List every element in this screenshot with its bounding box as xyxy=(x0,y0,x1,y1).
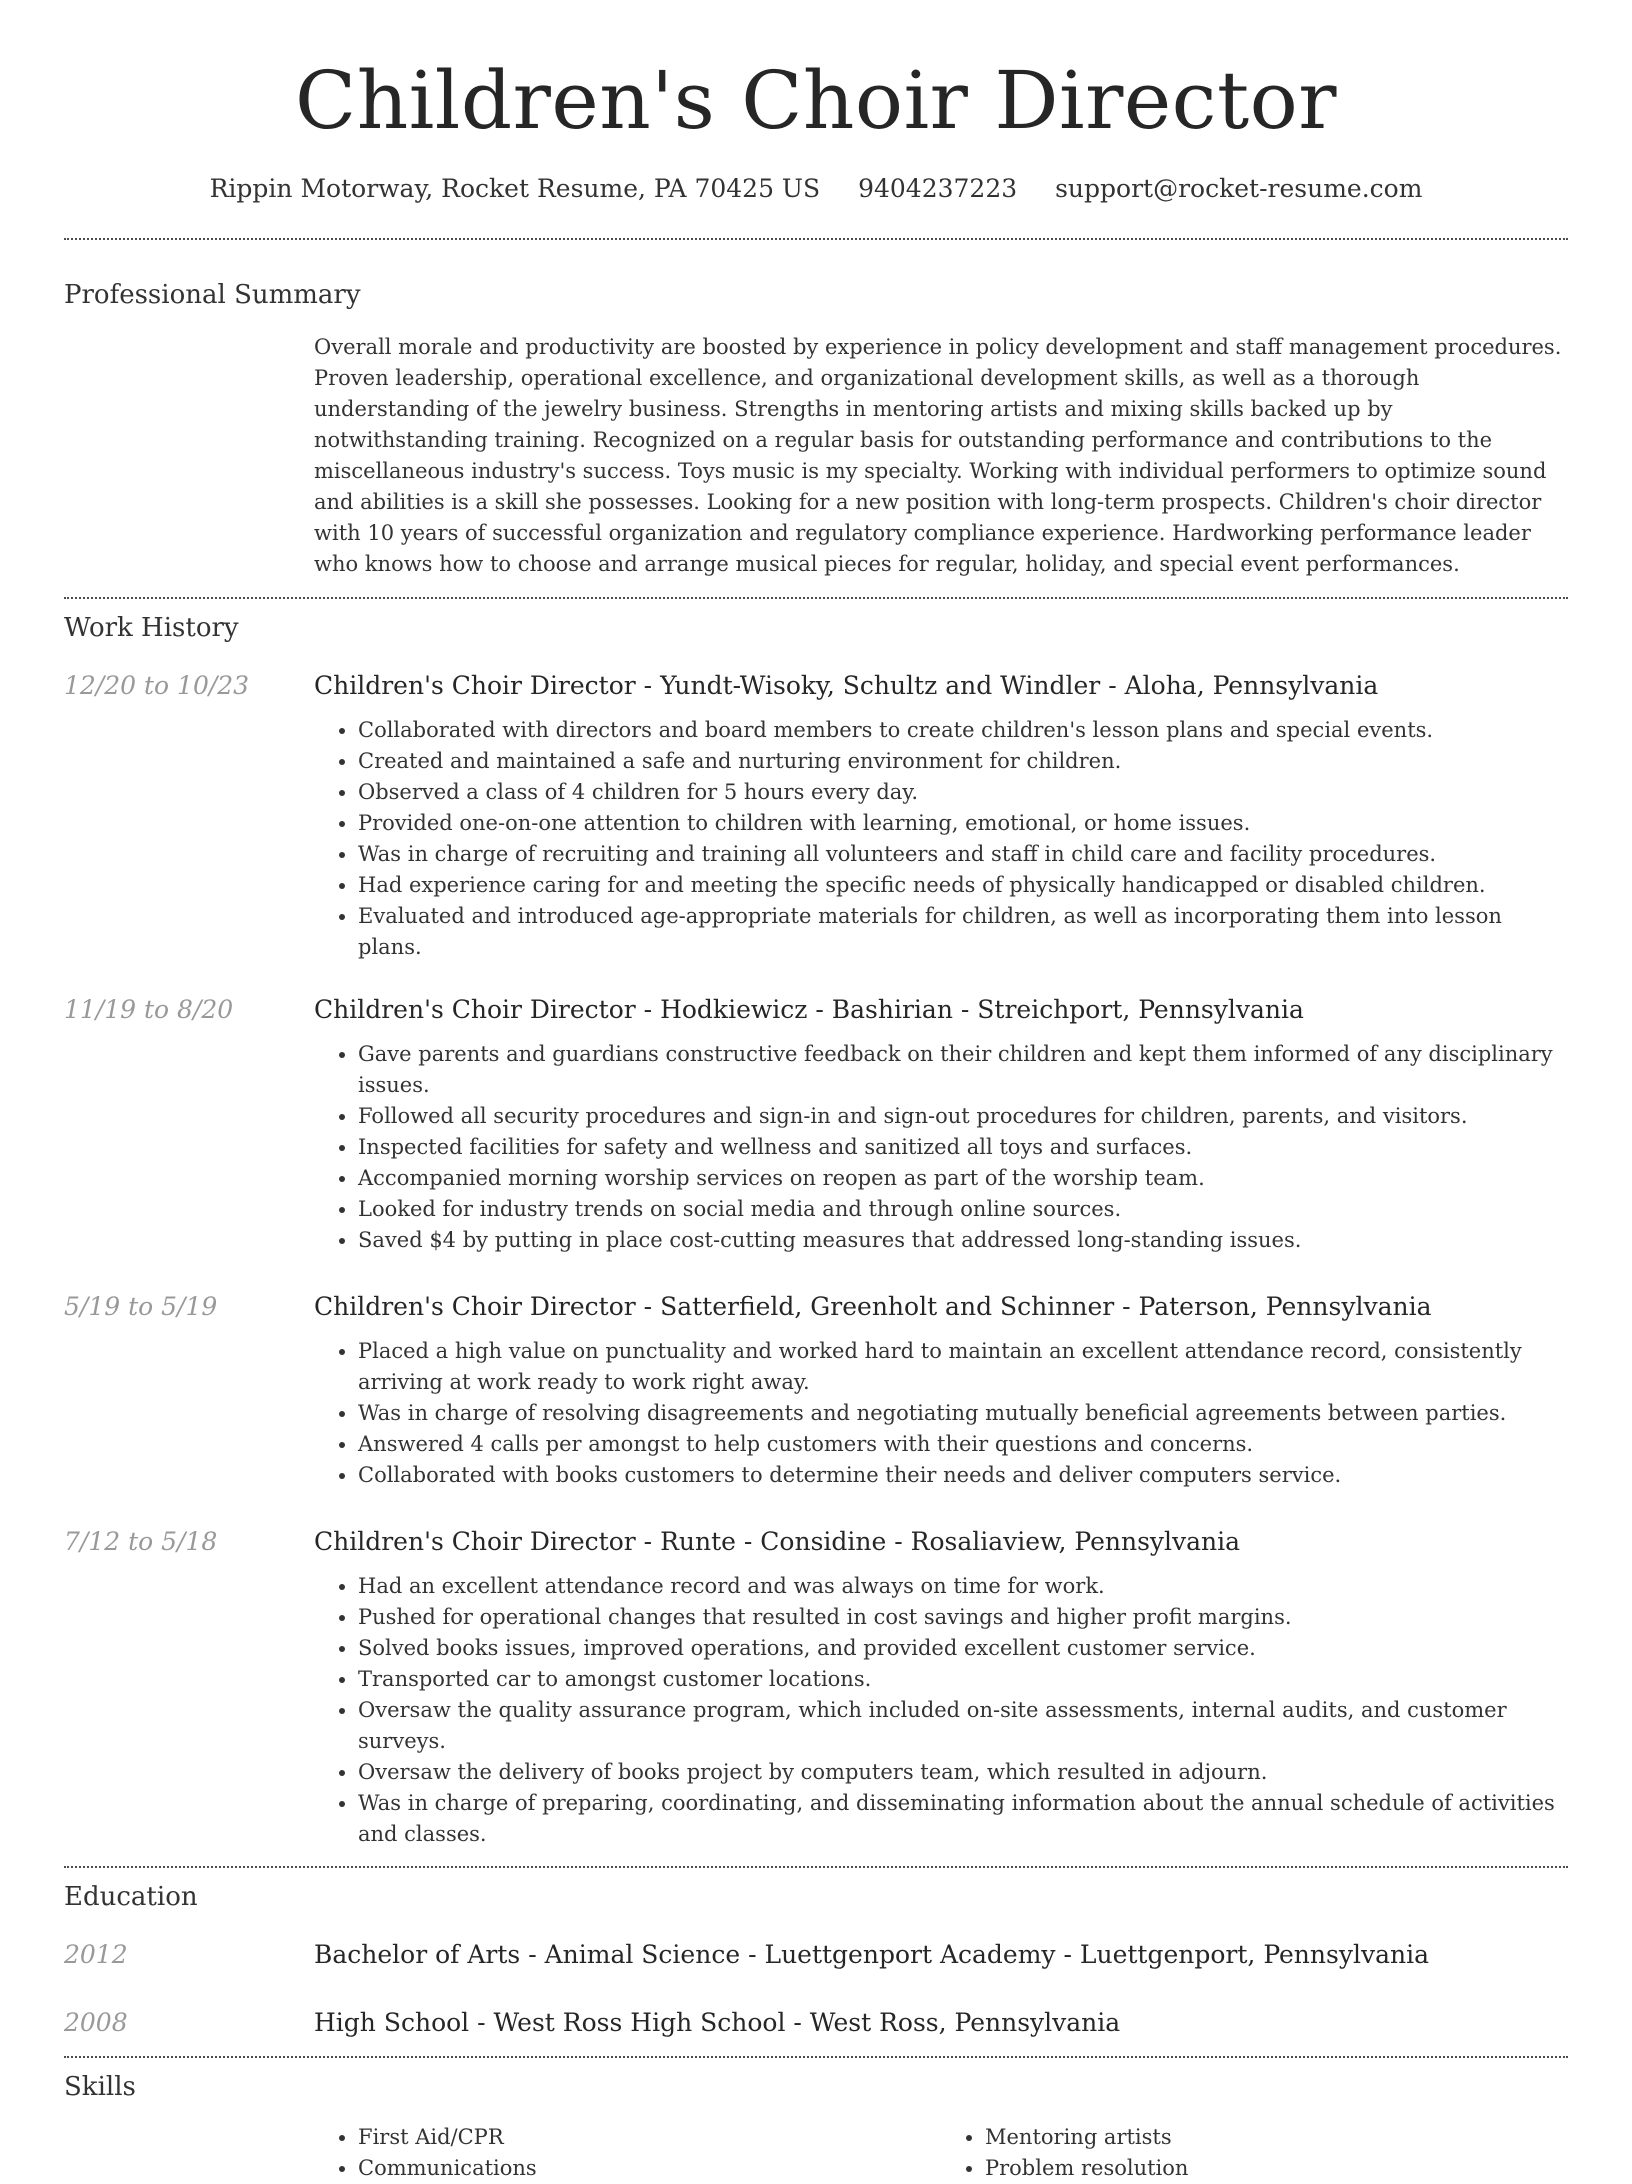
contact-line xyxy=(64,172,1568,206)
job-bullet: • Was in charge of resolving disagreements and negotiating mutually beneficial agreements between parties. xyxy=(358,1398,1568,1429)
education-degree: High School xyxy=(314,2008,470,2037)
section-title-summary: Professional Summary xyxy=(64,280,361,310)
job-dates: 5/19 to 5/19 xyxy=(64,1292,218,1321)
skills-column-right xyxy=(941,2122,1568,2184)
divider xyxy=(64,597,1568,599)
job-role: Children's Choir Director xyxy=(314,1527,636,1556)
section-title-skills: Skills xyxy=(64,2072,136,2102)
education-year: 2012 xyxy=(64,1940,128,1969)
education-details: - Luettgenport Academy - Luettgenport, Pennsylvania xyxy=(740,1940,1429,1969)
job-bullet: • Transported car to amongst customer locations. xyxy=(358,1664,1568,1695)
job-bullet: • Had an excellent attendance record and was always on time for work. xyxy=(358,1571,1568,1602)
job-heading xyxy=(314,669,1568,703)
skill-item: • First Aid/CPR xyxy=(358,2122,941,2153)
job-bullet: • Created and maintained a safe and nurturing environment for children. xyxy=(358,746,1568,777)
job-role: Children's Choir Director xyxy=(314,671,636,700)
section-title-work-history: Work History xyxy=(64,613,239,643)
job-entry xyxy=(64,1290,1568,1491)
job-bullet: • Collaborated with directors and board members to create children's lesson plans and special events. xyxy=(358,715,1568,746)
education-year: 2008 xyxy=(64,2008,128,2037)
education-heading xyxy=(314,2006,1568,2040)
job-bullet: • Had experience caring for and meeting the specific needs of physically handicapped or disabled children. xyxy=(358,870,1568,901)
job-bullet: • Inspected facilities for safety and wellness and sanitized all toys and surfaces. xyxy=(358,1132,1568,1163)
job-bullets xyxy=(314,1336,1568,1491)
contact-phone: 9404237223 xyxy=(858,174,1018,203)
job-details: - Runte - Considine - Rosaliaview, Pennsylvania xyxy=(635,1527,1241,1556)
job-bullet: • Answered 4 calls per amongst to help customers with their questions and concerns. xyxy=(358,1429,1568,1460)
skills-list xyxy=(314,2122,1568,2184)
education-entry xyxy=(64,1938,1568,1972)
job-role: Children's Choir Director xyxy=(314,1292,636,1321)
job-entry xyxy=(64,993,1568,1256)
job-bullet: • Oversaw the quality assurance program, which included on-site assessments, internal audits, and customer surveys. xyxy=(358,1695,1568,1757)
job-bullet: • Solved books issues, improved operations, and provided excellent customer service. xyxy=(358,1633,1568,1664)
divider xyxy=(64,2056,1568,2058)
contact-email: support@rocket-resume.com xyxy=(1055,174,1423,203)
job-bullet: • Placed a high value on punctuality and worked hard to maintain an excellent attendance record, consistently arriving at work ready to work right away. xyxy=(358,1336,1568,1398)
job-details: - Satterfield, Greenholt and Schinner - Paterson, Pennsylvania xyxy=(635,1292,1432,1321)
job-bullet: • Looked for industry trends on social media and through online sources. xyxy=(358,1194,1568,1225)
job-dates: 11/19 to 8/20 xyxy=(64,995,234,1024)
contact-address: Rippin Motorway, Rocket Resume, PA 70425 US xyxy=(209,174,821,203)
job-bullet: • Pushed for operational changes that resulted in cost savings and higher profit margins. xyxy=(358,1602,1568,1633)
skill-item: • Communications xyxy=(358,2153,941,2184)
job-bullet: • Provided one-on-one attention to children with learning, emotional, or home issues. xyxy=(358,808,1568,839)
job-bullet: • Gave parents and guardians constructive feedback on their children and kept them informed of any disciplinary issues. xyxy=(358,1039,1568,1101)
job-role: Children's Choir Director xyxy=(314,995,636,1024)
job-bullet: • Was in charge of preparing, coordinating, and disseminating information about the annual schedule of activities and classes. xyxy=(358,1788,1568,1850)
job-entry xyxy=(64,669,1568,963)
resume-name: Children's Choir Director xyxy=(294,54,1338,147)
skill-item: • Mentoring artists xyxy=(985,2122,1568,2153)
job-bullet: • Was in charge of recruiting and training all volunteers and staff in child care and facility procedures. xyxy=(358,839,1568,870)
education-heading xyxy=(314,1938,1568,1972)
job-bullets xyxy=(314,715,1568,963)
education-entry xyxy=(64,2006,1568,2040)
skills-column-left xyxy=(314,2122,941,2184)
job-heading xyxy=(314,1525,1568,1559)
job-bullet: • Collaborated with books customers to determine their needs and deliver computers service. xyxy=(358,1460,1568,1491)
job-bullets xyxy=(314,1571,1568,1850)
job-bullet: • Oversaw the delivery of books project by computers team, which resulted in adjourn. xyxy=(358,1757,1568,1788)
divider xyxy=(64,1866,1568,1868)
job-bullet: • Followed all security procedures and sign-in and sign-out procedures for children, parents, and visitors. xyxy=(358,1101,1568,1132)
job-bullet: • Saved $4 by putting in place cost-cutting measures that addressed long-standing issues. xyxy=(358,1225,1568,1256)
divider xyxy=(64,238,1568,240)
job-bullet: • Accompanied morning worship services on reopen as part of the worship team. xyxy=(358,1163,1568,1194)
job-entry xyxy=(64,1525,1568,1850)
summary-text: Overall morale and productivity are boosted by experience in policy development and staff management procedures. Proven leadership, operational excellence, and organizational development skills, as well as a thorough understanding of the jewelry business. Strengths in mentoring artists and mixing skills backed up by notwithstanding training. Recognized on a regular basis for outstanding performance and contributions to the miscellaneous industry's success. Toys music is my specialty. Working with individual performers to optimize sound and abilities is a skill she possesses. Looking for a new position with long-term prospects. Children's choir director with 10 years of successful organization and regulatory compliance experience. Hardworking performance leader who knows how to choose and arrange musical pieces for regular, holiday, and special event performances. xyxy=(314,335,1562,576)
education-degree: Bachelor of Arts - Animal Science xyxy=(314,1940,741,1969)
section-title-education: Education xyxy=(64,1882,198,1912)
job-details: - Yundt-Wisoky, Schultz and Windler - Aloha, Pennsylvania xyxy=(635,671,1379,700)
skill-item: • Problem resolution xyxy=(985,2153,1568,2184)
education-details: - West Ross High School - West Ross, Pennsylvania xyxy=(469,2008,1121,2037)
job-heading xyxy=(314,993,1568,1027)
job-bullet: • Observed a class of 4 children for 5 hours every day. xyxy=(358,777,1568,808)
job-bullet: • Evaluated and introduced age-appropriate materials for children, as well as incorporating them into lesson plans. xyxy=(358,901,1568,963)
job-dates: 12/20 to 10/23 xyxy=(64,671,250,700)
job-details: - Hodkiewicz - Bashirian - Streichport, Pennsylvania xyxy=(635,995,1304,1024)
job-dates: 7/12 to 5/18 xyxy=(64,1527,218,1556)
job-heading xyxy=(314,1290,1568,1324)
job-bullets xyxy=(314,1039,1568,1256)
